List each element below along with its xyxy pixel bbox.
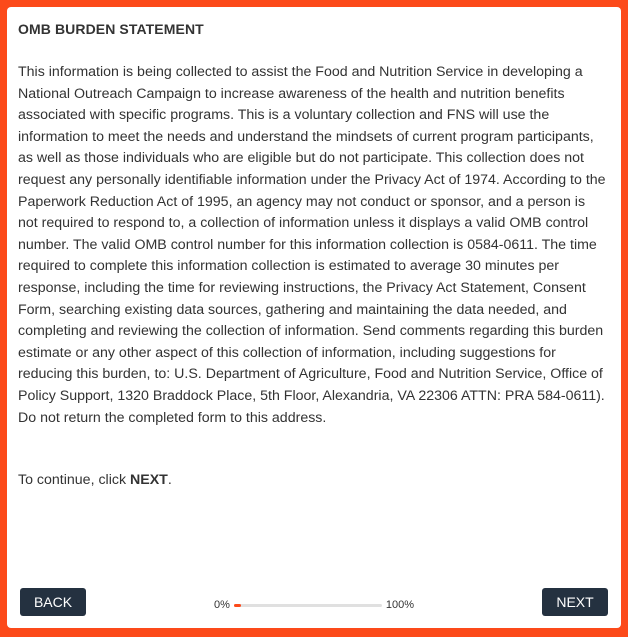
next-button[interactable]: NEXT (542, 588, 608, 616)
progress-start-label: 0% (214, 599, 230, 611)
back-button[interactable]: BACK (20, 588, 86, 616)
survey-card (7, 7, 621, 628)
continue-instruction (18, 472, 172, 488)
progress-track (234, 604, 382, 607)
continue-suffix: . (167, 472, 172, 488)
burden-statement-text: This information is being collected to assist the Food and Nutrition Service in developing a National Outreach Campaign to increase awareness of the health and nutrition benefits associated with specific programs. This is a voluntary collection and FNS will use the information to meet the needs and understand the mindsets of current program participants, as well as those individuals who are eligible but do not participate. This collection does not request any personally identifiable information under the Privacy Act of 1974. According to the Paperwork Reduction Act of 1995, an agency may not conduct or sponsor, and a person is not required to respond to, a collection of information unless it displays a valid OMB control number. The valid OMB control number for this information collection is 0584-0611. The time required to complete this information collection is estimated to average 30 minutes per response, including the time for reviewing instructions, the Privacy Act Statement, Consent Form, searching existing data sources, gathering and maintaining the data needed, and completing and reviewing the collection of information. Send comments regarding this burden estimate or any other aspect of this collection of information, including suggestions for reducing this burden, to: U.S. Department of Agriculture, Food and Nutrition Service, Office of Policy Support, 1320 Braddock Place, 5th Floor, Alexandria, VA 22306 ATTN: PRA 584-0611). Do not return the completed form to this address. (18, 64, 606, 426)
continue-keyword: NEXT (129, 472, 168, 488)
progress-fill (234, 604, 241, 607)
progress-indicator (214, 598, 414, 612)
continue-prefix: To continue, click (18, 472, 130, 488)
progress-end-label: 100% (385, 599, 415, 611)
page-title: OMB BURDEN STATEMENT (18, 21, 204, 37)
